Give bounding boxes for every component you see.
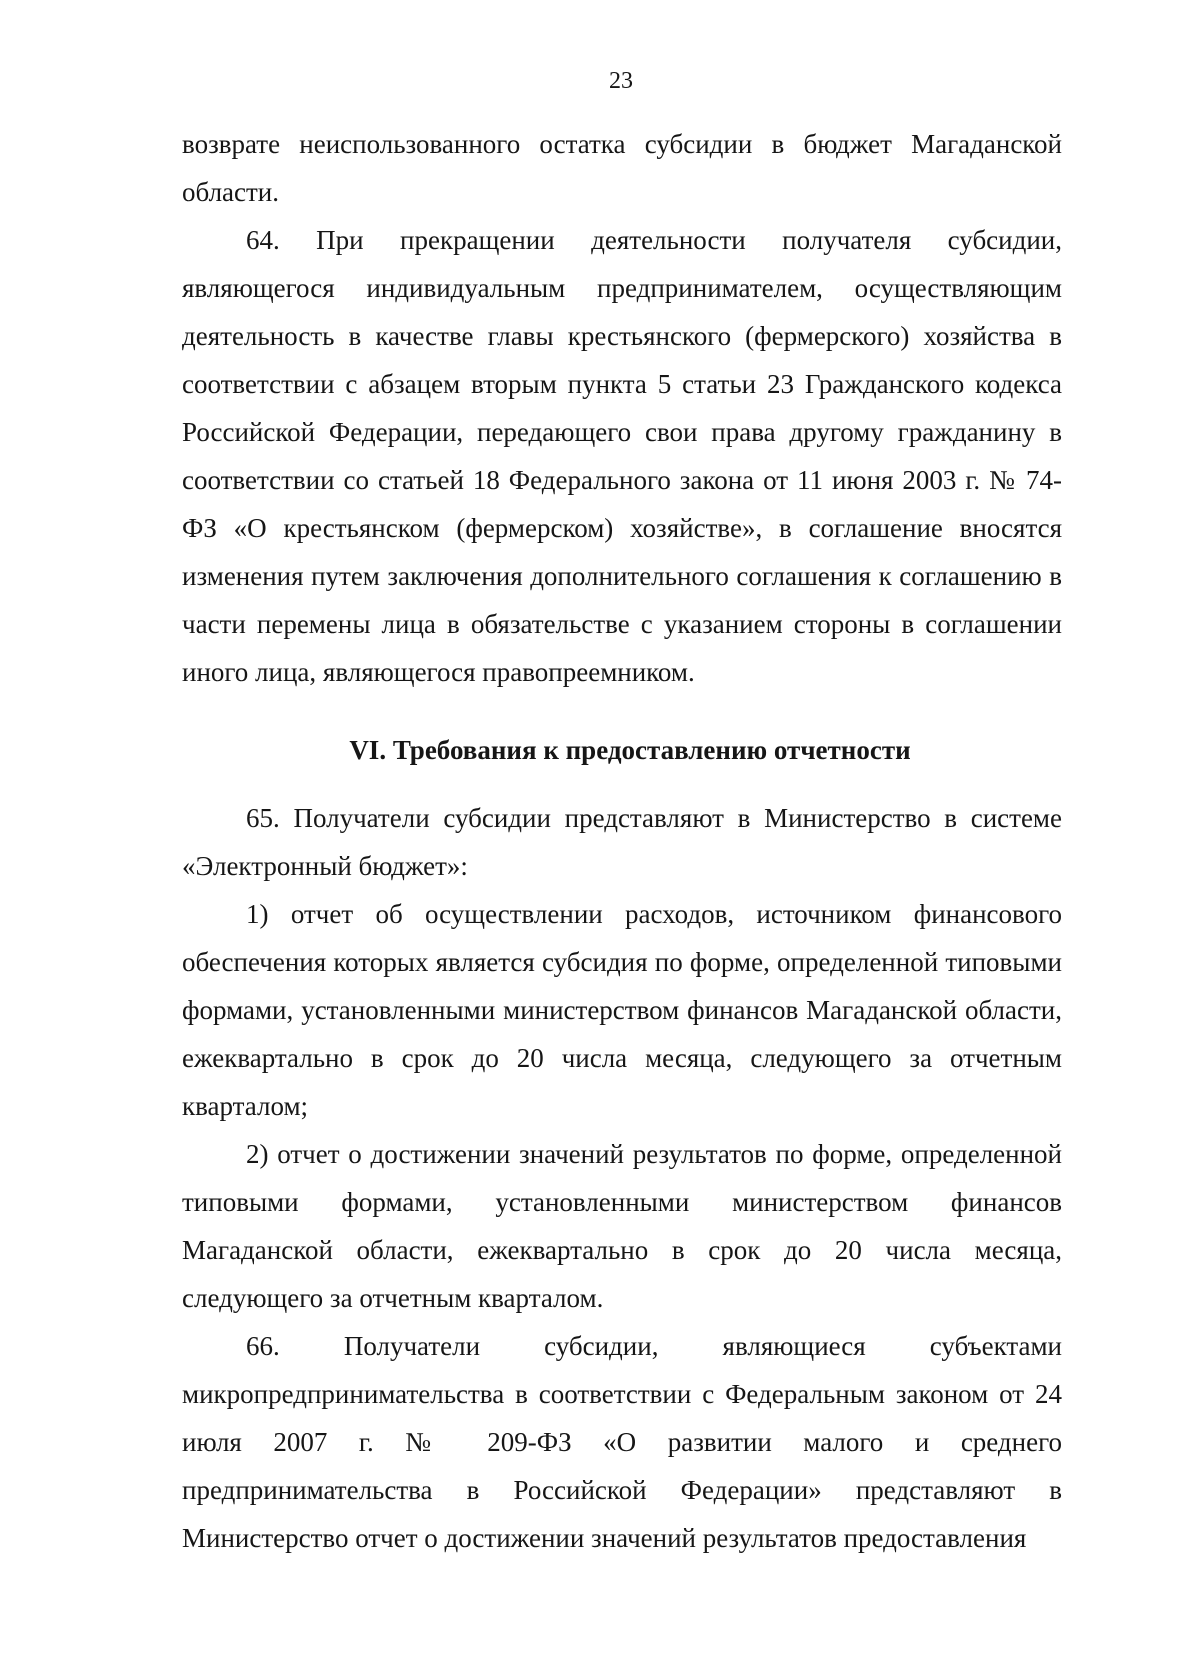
page-number: 23 [609,68,633,94]
paragraph-65: 65. Получатели субсидии представляют в Министерство в системе «Электронный бюджет»: [182,803,1062,881]
paragraph-65-item-1: 1) отчет об осуществлении расходов, источником финансового обеспечения которых является субсидия по форме, определенной типовыми формами, установленными министерством финансов Магаданской области, ежеквартально в срок до 20 числа месяца, следующего за отчетным кварталом; [182,899,1062,1121]
paragraph-continuation: возврате неиспользованного остатка субсидии в бюджет Магаданской области. [182,129,1062,207]
paragraph-66: 66. Получатели субсидии, являющиеся субъектами микропредпринимательства в соответствии с Федеральным законом от 24 июля 2007 г. № 209-ФЗ «О развитии малого и среднего предпринимательства в Российской Федерации» представляют в Министерство отчет о достижении значений результатов предоставления [182,1331,1062,1553]
section-heading: VI. Требования к предоставлению отчетности [349,735,911,765]
paragraph-64: 64. При прекращении деятельности получателя субсидии, являющегося индивидуальным предпринимателем, осуществляющим деятельность в качестве главы крестьянского (фермерского) хозяйства в соответствии с абзацем вторым пункта 5 статьи 23 Гражданского кодекса Российской Федерации, передающего свои права другому гражданину в соответствии со статьей 18 Федерального закона от 11 июня 2003 г. № 74-ФЗ «О крестьянском (фермерском) хозяйстве», в соглашение вносятся изменения путем заключения дополнительного соглашения к соглашению в части перемены лица в обязательстве с указанием стороны в соглашении иного лица, являющегося правопреемником. [182,225,1062,687]
document-body [182,120,1062,1562]
paragraph-65-item-2: 2) отчет о достижении значений результатов по форме, определенной типовыми формами, установленными министерством финансов Магаданской области, ежеквартально в срок до 20 числа месяца, следующего за отчетным кварталом. [182,1139,1062,1313]
